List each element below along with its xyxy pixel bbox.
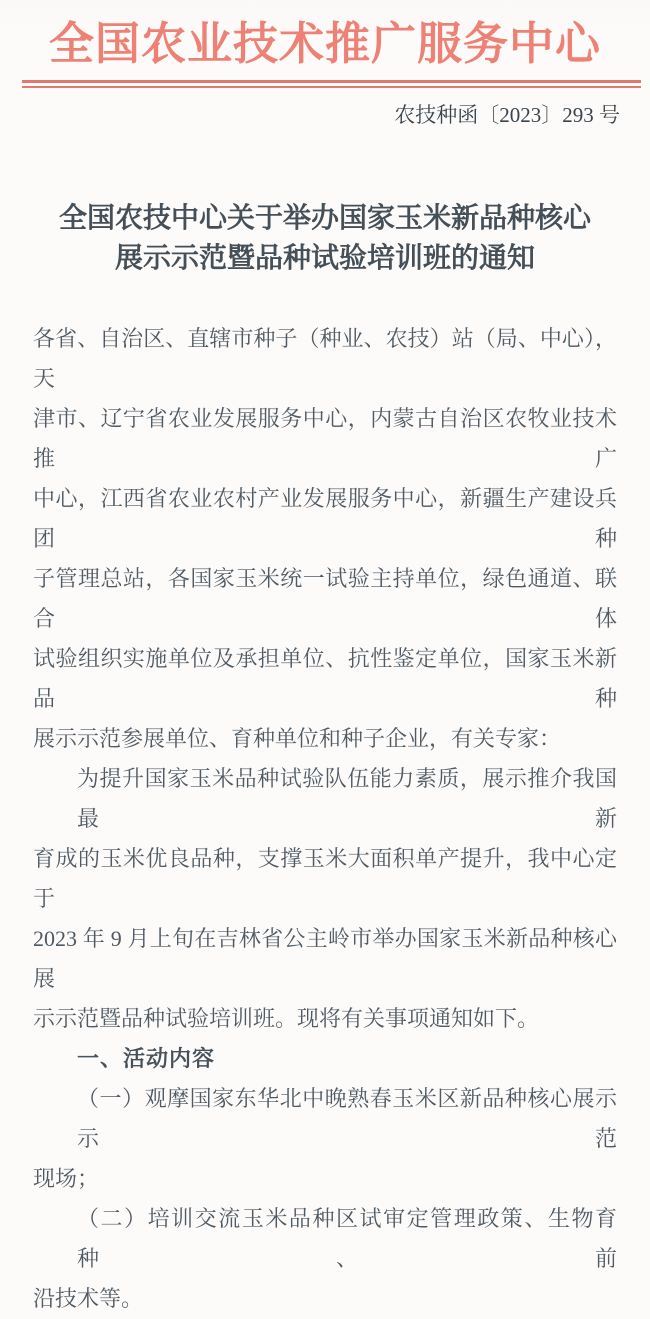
body-line: 试验组织实施单位及承担单位、抗性鉴定单位，国家玉米新品种 bbox=[33, 646, 617, 711]
body-line: 育成的玉米优良品种，支撑玉米大面积单产提升，我中心定于 bbox=[33, 846, 617, 911]
body-line: 津市、辽宁省农业发展服务中心，内蒙古自治区农牧业技术推广 bbox=[33, 406, 617, 471]
document-title-line1: 全国农技中心关于举办国家玉米新品种核心 bbox=[58, 203, 591, 234]
letterhead-org-name: 全国农业技术推广服务中心 bbox=[48, 19, 601, 69]
letterhead-rule-thin bbox=[22, 86, 641, 88]
document-number: 农技种函〔2023〕293 号 bbox=[394, 103, 620, 127]
body-line: 各省、自治区、直辖市种子（种业、农技）站（局、中心），天 bbox=[33, 326, 617, 391]
body-line: （一）观摩国家东华北中晚熟春玉米区新品种核心展示示范 bbox=[77, 1086, 617, 1151]
body-line: 2023 年 9 月上旬在吉林省公主岭市举办国家玉米新品种核心展 bbox=[33, 926, 617, 991]
section-heading: 一、活动内容 bbox=[77, 1046, 216, 1071]
body-line: 现场； bbox=[33, 1166, 100, 1191]
letterhead-rule-thick bbox=[22, 80, 641, 83]
body-line: （二）培训交流玉米品种区试审定管理政策、生物育种、前 bbox=[77, 1206, 617, 1271]
body-line: 示示范暨品种试验培训班。现将有关事项通知如下。 bbox=[33, 1006, 540, 1031]
body-line: 中心，江西省农业农村产业发展服务中心，新疆生产建设兵团种 bbox=[33, 486, 617, 551]
document-title-line2: 展示示范暨品种试验培训班的通知 bbox=[114, 243, 535, 274]
document-title bbox=[40, 199, 610, 279]
body-line: 展示示范参展单位、育种单位和种子企业，有关专家： bbox=[33, 726, 562, 751]
body-line: 沿技术等。 bbox=[33, 1286, 144, 1311]
body-line: 为提升国家玉米品种试验队伍能力素质，展示推介我国最新 bbox=[77, 766, 617, 831]
document-body bbox=[0, 319, 650, 1319]
body-line: 子管理总站，各国家玉米统一试验主持单位，绿色通道、联合体 bbox=[33, 566, 617, 631]
